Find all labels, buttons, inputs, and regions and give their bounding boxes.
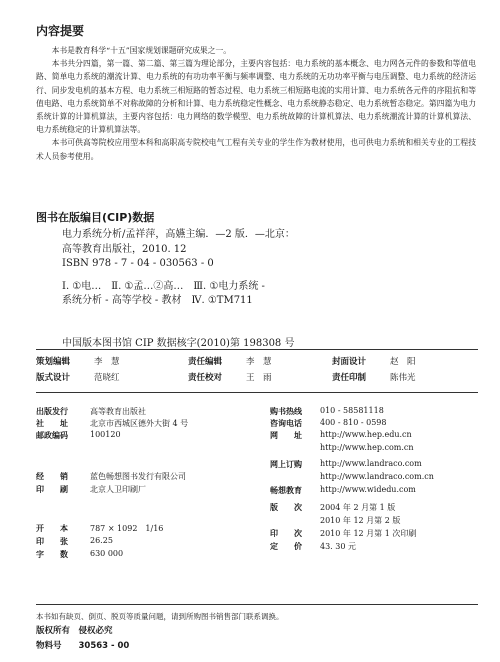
postcode: 100120	[90, 430, 121, 439]
divider	[36, 392, 478, 393]
cip-number: 中国版本图书馆 CIP 数据核字(2010)第 198308 号	[62, 338, 295, 349]
publisher: 高等教育出版社	[90, 407, 146, 416]
publisher-label: 出版发行	[36, 407, 68, 416]
divider	[36, 349, 478, 350]
sheets: 26.25	[90, 536, 113, 545]
material-number-value: 30563 - 00	[78, 641, 130, 651]
cip-heading: 图书在版编目(CIP)数据	[36, 211, 155, 224]
intro-text	[36, 44, 476, 163]
intro-heading: 内容提要	[36, 24, 85, 38]
consult-label: 咨询电话	[270, 419, 302, 428]
website-link[interactable]: http://www.hep.edu.cn	[320, 430, 412, 439]
responsible-editor: 李 慧	[246, 357, 272, 367]
online-order-link[interactable]: http://www.landraco.com.cn	[320, 472, 434, 481]
print-supervisor-label: 责任印制	[332, 373, 367, 383]
intro-paragraph-1: 本书是教育科学“十五”国家规划课题研究成果之一。	[51, 46, 232, 55]
cover-design-label: 封面设计	[332, 357, 367, 367]
distributor: 蓝色畅想图书发行有限公司	[90, 472, 186, 481]
website-label: 网 址	[270, 431, 302, 440]
format: 787 × 1092 1/16	[90, 524, 164, 533]
price-label: 定 价	[270, 542, 302, 551]
hotline-label: 购书热线	[270, 407, 302, 416]
material-number	[36, 639, 129, 651]
hotline: 010 - 58581118	[320, 406, 384, 415]
edition: 2004 年 2 月第 1 版	[320, 503, 396, 512]
words-label: 字 数	[36, 550, 68, 559]
divider	[36, 604, 478, 605]
credits-row	[36, 355, 478, 371]
credits-block	[36, 355, 478, 387]
cip-isbn: ISBN 978 - 7 - 04 - 030563 - 0	[62, 258, 214, 269]
impression: 2010 年 12 月第 1 次印刷	[320, 529, 417, 538]
planning-editor: 李 慧	[94, 357, 120, 367]
cip-line: 电力系统分析/孟祥萍，高嬿主编．—2 版．—北京：	[62, 229, 295, 240]
format-label: 开 本	[36, 524, 68, 533]
impression-label: 印 次	[270, 529, 302, 538]
material-number-label: 物料号	[36, 641, 62, 651]
cover-design: 赵 阳	[390, 357, 416, 367]
edition-label: 版 次	[270, 503, 302, 512]
layout-design: 范晓红	[94, 373, 120, 383]
website-link[interactable]: http://www.hep.com.cn	[320, 443, 414, 452]
rights-statement: 版权所有 侵权必究	[36, 626, 113, 636]
planning-editor-label: 策划编辑	[36, 357, 71, 367]
words: 630 000	[90, 549, 124, 558]
smart-education-link[interactable]: http://www.widedu.com	[320, 485, 416, 494]
credits-row	[36, 371, 478, 387]
sheets-label: 印 张	[36, 537, 68, 546]
cip-block	[62, 228, 482, 309]
online-order-link[interactable]: http://www.landraco.com	[320, 459, 422, 468]
proofreader-label: 责任校对	[188, 373, 223, 383]
printer-label: 印 刷	[36, 485, 68, 494]
smart-education-label: 畅想教育	[270, 486, 302, 495]
intro-paragraph-2: 本书共分四篇，第一篇、第二篇、第三篇为理论部分，主要内容包括：电力系统的基本概念、电力网各元件的参数和等值电路、简单电力系统的潮流计算、电力系统的有功功率平衡与频率调整、电力系统的无功功率平衡与电压调整、电力系统的经济运行、同步发电机的基本方程、电力系统三相短路的暂态过程、电力系统三相短路电流的实用计算、电力系统各元件的序阻抗和等值电路、电力系统简单不对称故障的分析和计算、电力系统稳定性概念、电力系统静态稳定、电力系统暂态稳定。第四篇为电力系统计算的计算机算法，主要内容包括：电力网络的数学模型、电力系统故障的计算机算法、电力系统潮流计算的计算机算法、电力系统稳定的计算机算法等。	[36, 59, 476, 135]
quality-notice: 本书如有缺页、倒页、脱页等质量问题，请到所购图书销售部门联系调换。	[36, 612, 284, 621]
cip-line: 高等教育出版社，2010. 12	[62, 243, 187, 255]
postcode-label: 邮政编码	[36, 431, 68, 440]
online-order-label: 网上订购	[270, 460, 302, 469]
address: 北京市西城区德外大街 4 号	[90, 419, 189, 428]
cip-line: Ⅰ. ①电… Ⅱ. ①孟…②高… Ⅲ. ①电力系统 -	[62, 280, 265, 292]
address-label: 社 址	[36, 419, 68, 428]
layout-design-label: 版式设计	[36, 373, 71, 383]
edition: 2010 年 12 月第 2 版	[320, 516, 401, 525]
cip-line: 系统分析 - 高等学校 - 教材 Ⅳ. ①TM711	[62, 295, 253, 306]
consult: 400 - 810 - 0598	[320, 418, 387, 427]
responsible-editor-label: 责任编辑	[188, 357, 223, 367]
print-supervisor: 陈伟光	[390, 373, 416, 383]
proofreader: 王 雨	[246, 373, 272, 383]
distributor-label: 经 销	[36, 472, 68, 481]
printer: 北京人卫印刷厂	[90, 485, 146, 494]
price: 43. 30 元	[320, 542, 356, 551]
intro-paragraph-3: 本书可供高等院校应用型本科和高职高专院校电气工程有关专业的学生作为教材使用，也可供电力系统和相关专业的工程技术人员参考使用。	[36, 138, 476, 161]
